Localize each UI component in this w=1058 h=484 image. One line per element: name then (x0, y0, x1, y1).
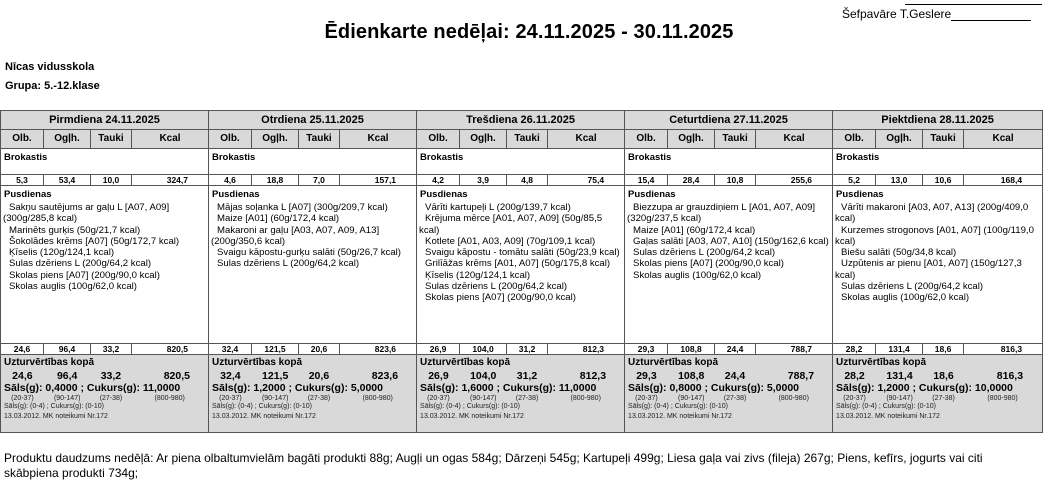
dish-item: Kurzemes strogonovs [A01, A07] (100g/119,0 kcal) (835, 224, 1034, 247)
lunch-cell (833, 186, 1043, 344)
nutrition-summary-cell (625, 355, 833, 433)
breakfast-value: 4,2 (417, 175, 460, 186)
lunch-value: 96,4 (44, 344, 91, 355)
summary-value: 823,6 (371, 370, 399, 382)
nutrient-column-header: Tauki (299, 130, 340, 149)
lunch-value: 812,3 (548, 344, 625, 355)
salt-sugar-total: Sāls(g): 1,6000 ; Cukurs(g): 11,0000 (420, 382, 597, 394)
dish-item: Maize [A01] (60g/172,4 kcal) (217, 213, 340, 225)
regulation-reference: 13.03.2012. MK noteikumi Nr.172 (836, 413, 940, 420)
lunch-values-row (1, 344, 1043, 355)
regulation-reference: 13.03.2012. MK noteikumi Nr.172 (4, 413, 108, 420)
dish-item: Krējuma mērce [A01, A07, A09] (50g/85,5 kcal) (419, 213, 603, 236)
lunch-value: 104,0 (460, 344, 507, 355)
day-header: Otrdiena 25.11.2025 (209, 111, 417, 130)
salt-sugar-norm: Sāls(g): (0-4) ; Cukurs(g): (0-10) (212, 403, 312, 410)
summary-value: 24,6 (12, 370, 33, 382)
dish-item: Sakņu sautējums ar gaļu L [A07, A09] (300g/285,8 kcal) (3, 202, 170, 225)
breakfast-row (1, 149, 1043, 175)
dish-item: Makaroni ar gaļu [A03, A07, A09, A13] (200g/350,6 kcal) (211, 224, 380, 247)
range-value: (27-38) (515, 395, 539, 402)
nutrient-column-header: Olb. (1, 130, 44, 149)
lunch-label: Pusdienas (628, 189, 676, 200)
dish-item: Gaļas salāti [A03, A07, A10] (150g/162,6 kcal) (633, 235, 829, 247)
range-value: (27-38) (307, 395, 331, 402)
lunch-value: 24,6 (1, 344, 44, 355)
dish-list (1, 200, 208, 292)
lunch-cell (209, 186, 417, 344)
chef-signature (842, 7, 1031, 21)
lunch-value: 820,5 (132, 344, 209, 355)
breakfast-label: Brokastis (628, 152, 672, 163)
summary-title: Uzturvērtības kopā (212, 357, 303, 368)
salt-sugar-total: Sāls(g): 0,8000 ; Cukurs(g): 5,0000 (628, 382, 800, 394)
breakfast-value: 255,6 (756, 175, 833, 186)
range-value: (90-147) (470, 395, 497, 402)
summary-values (417, 368, 624, 382)
range-value: (800-980) (570, 395, 601, 402)
breakfast-value: 4,8 (507, 175, 548, 186)
summary-value: 20,6 (308, 370, 330, 382)
breakfast-label: Brokastis (836, 152, 880, 163)
nutrition-summary-cell (417, 355, 625, 433)
dish-list (625, 200, 832, 281)
nutrient-column-header: Ogļh. (460, 130, 507, 149)
breakfast-label: Brokastis (4, 152, 48, 163)
nutrient-column-header: Olb. (625, 130, 668, 149)
summary-value: 32,4 (220, 370, 241, 382)
breakfast-value: 18,8 (252, 175, 299, 186)
nutrient-column-header: Kcal (548, 130, 625, 149)
weekly-product-quantities: Produktu daudzums nedēļā: Ar piena olbaltumvielām bagāti produkti 88g; Augļi un ogas 584g; Dārzeņi 545g; Kartupeļi 499g; Liesa gaļa vai zivs (fileja) 267g; Piens, kefīrs, jogurts vai citi skābpiena produkti 734g; (4, 451, 983, 480)
summary-value: 788,7 (787, 370, 815, 382)
lunch-cell (625, 186, 833, 344)
breakfast-value: 75,4 (548, 175, 625, 186)
breakfast-value: 10,8 (715, 175, 756, 186)
breakfast-value: 168,4 (964, 175, 1043, 186)
summary-values (1, 368, 208, 382)
school-name: Nīcas vidusskola (5, 61, 95, 73)
summary-values (209, 368, 416, 382)
dish-list (417, 200, 624, 304)
range-value: (27-38) (723, 395, 747, 402)
nutrient-column-header: Ogļh. (252, 130, 299, 149)
breakfast-value: 10,0 (91, 175, 132, 186)
summary-value: 108,8 (678, 370, 705, 382)
summary-title: Uzturvērtības kopā (836, 357, 927, 368)
range-value: (20-37) (11, 395, 34, 402)
nutrient-column-header: Tauki (715, 130, 756, 149)
breakfast-label: Brokastis (420, 152, 464, 163)
summary-value: 96,4 (56, 370, 78, 382)
breakfast-cell (209, 149, 417, 175)
nutrient-column-header: Tauki (507, 130, 548, 149)
dish-item: Skolas piens [A07] (200g/90,0 kcal) (425, 292, 576, 304)
breakfast-cell (833, 149, 1043, 175)
breakfast-value: 10,6 (923, 175, 964, 186)
nutrient-column-header: Olb. (209, 130, 252, 149)
lunch-label: Pusdienas (212, 189, 260, 200)
lunch-value: 18,6 (923, 344, 964, 355)
dish-item: Sulas dzēriens L (200g/64,2 kcal) (425, 281, 568, 293)
salt-sugar-norm: Sāls(g): (0-4) ; Cukurs(g): (0-10) (628, 403, 729, 410)
dish-item: Skolas auglis (100g/62,0 kcal) (633, 269, 762, 281)
dish-item: Svaigu kāpostu-gurķu salāti (50g/26,7 kcal) (217, 247, 401, 259)
summary-value: 816,3 (996, 370, 1024, 382)
regulation-reference: 13.03.2012. MK noteikumi Nr.172 (420, 413, 524, 420)
lunch-value: 788,7 (756, 344, 833, 355)
range-value: (90-147) (886, 395, 913, 402)
dish-item: Skolas piens [A07] (200g/90,0 kcal) (633, 258, 784, 270)
dish-item: Uzpūtenis ar pienu [A01, A07] (150g/127,3 kcal) (835, 258, 1022, 281)
dish-item: Marinēts gurķis (50g/21,7 kcal) (9, 224, 141, 236)
day-header: Piektdiena 28.11.2025 (833, 111, 1043, 130)
recommended-ranges (209, 394, 416, 402)
dish-item: Vārīti makaroni [A03, A07, A13] (200g/409,0 kcal) (835, 202, 1029, 225)
breakfast-label: Brokastis (212, 152, 256, 163)
lunch-value: 26,9 (417, 344, 460, 355)
nutrient-column-header: Ogļh. (876, 130, 923, 149)
range-value: (20-37) (219, 395, 242, 402)
range-value: (20-37) (427, 395, 450, 402)
dish-list (833, 200, 1042, 304)
summary-values (833, 368, 1042, 382)
breakfast-values-row (1, 175, 1043, 186)
breakfast-value: 324,7 (132, 175, 209, 186)
lunch-label: Pusdienas (836, 189, 884, 200)
range-value: (27-38) (99, 395, 123, 402)
summary-title: Uzturvērtības kopā (4, 357, 95, 368)
breakfast-value: 157,1 (340, 175, 417, 186)
day-header-row (1, 111, 1043, 130)
day-header: Pirmdiena 24.11.2025 (1, 111, 209, 130)
breakfast-value: 7,0 (299, 175, 340, 186)
signature-line-top (905, 0, 1042, 5)
lunch-value: 29,3 (625, 344, 668, 355)
recommended-ranges (417, 394, 624, 402)
summary-values (625, 368, 832, 382)
summary-value: 29,3 (636, 370, 657, 382)
lunch-value: 108,8 (668, 344, 715, 355)
summary-value: 812,3 (579, 370, 607, 382)
range-value: (90-147) (53, 395, 81, 402)
lunch-value: 20,6 (299, 344, 340, 355)
summary-title: Uzturvērtības kopā (420, 357, 511, 368)
nutrient-column-header: Kcal (756, 130, 833, 149)
range-value: (90-147) (678, 395, 705, 402)
range-value: (800-980) (362, 395, 393, 402)
dish-item: Kotlete [A01, A03, A09] (70g/109,1 kcal) (425, 235, 596, 247)
range-value: (20-37) (843, 395, 866, 402)
day-header: Ceturtdiena 27.11.2025 (625, 111, 833, 130)
summary-value: 104,0 (470, 370, 497, 382)
dish-item: Ķīselis (120g/124,1 kcal) (9, 247, 115, 259)
summary-value: 18,6 (933, 370, 954, 382)
regulation-reference: 13.03.2012. MK noteikumi Nr.172 (212, 413, 316, 420)
range-value: (27-38) (932, 395, 955, 402)
weekly-menu-table (0, 110, 1043, 433)
breakfast-value: 15,4 (625, 175, 668, 186)
lunch-label: Pusdienas (4, 189, 52, 200)
nutrient-column-header: Ogļh. (668, 130, 715, 149)
lunch-value: 31,2 (507, 344, 548, 355)
lunch-value: 816,3 (964, 344, 1043, 355)
dish-item: Mājas soļanka L [A07] (300g/209,7 kcal) (217, 202, 388, 213)
lunch-label: Pusdienas (420, 189, 468, 200)
nutrition-summary-cell (1, 355, 209, 433)
summary-value: 31,2 (516, 370, 538, 382)
lunch-value: 121,5 (252, 344, 299, 355)
dish-item: Sulas dzēriens L (200g/64,2 kcal) (9, 258, 152, 270)
dish-item: Maize [A01] (60g/172,4 kcal) (633, 224, 756, 236)
regulation-reference: 13.03.2012. MK noteikumi Nr.172 (628, 413, 732, 420)
breakfast-value: 28,4 (668, 175, 715, 186)
nutrient-column-header: Olb. (417, 130, 460, 149)
summary-title: Uzturvērtības kopā (628, 357, 719, 368)
summary-value: 121,5 (262, 370, 289, 382)
lunch-value: 823,6 (340, 344, 417, 355)
nutrition-summary-cell (209, 355, 417, 433)
breakfast-cell (417, 149, 625, 175)
summary-value: 26,9 (428, 370, 449, 382)
range-value: (800-980) (778, 395, 809, 402)
breakfast-value: 5,3 (1, 175, 44, 186)
group-label: Grupa: 5.-12.klase (5, 80, 100, 92)
dish-item: Sulas dzēriens L (200g/64,2 kcal) (217, 258, 360, 270)
range-value: (20-37) (635, 395, 658, 402)
nutrient-column-header: Tauki (91, 130, 132, 149)
day-header: Trešdiena 26.11.2025 (417, 111, 625, 130)
salt-sugar-total: Sāls(g): 0,4000 ; Cukurs(g): 11,0000 (4, 382, 181, 394)
dish-item: Biešu salāti (50g/34,8 kcal) (841, 247, 957, 259)
range-value: (800-980) (987, 395, 1018, 402)
lunch-cell (1, 186, 209, 344)
salt-sugar-norm: Sāls(g): (0-4) ; Cukurs(g): (0-10) (836, 403, 937, 410)
dish-item: Šokolādes krēms [A07] (50g/172,7 kcal) (9, 235, 180, 247)
range-value: (800-980) (154, 395, 185, 402)
nutrient-column-header: Kcal (340, 130, 417, 149)
dish-item: Grilīāžas krēms [A01, A07] (50g/175,8 kcal) (425, 258, 611, 270)
summary-value: 131,4 (886, 370, 913, 382)
breakfast-value: 4,6 (209, 175, 252, 186)
dish-item: Biezzupa ar grauzdiņiem L [A01, A07, A09] (320g/237,5 kcal) (627, 202, 816, 225)
summary-value: 820,5 (163, 370, 190, 382)
recommended-ranges (625, 394, 832, 402)
recommended-ranges (833, 394, 1042, 402)
salt-sugar-norm: Sāls(g): (0-4) ; Cukurs(g): (0-10) (4, 403, 104, 410)
signature-line (951, 8, 1031, 21)
recommended-ranges (1, 394, 208, 402)
dish-item: Skolas auglis (100g/62,0 kcal) (841, 292, 970, 304)
summary-value: 24,4 (724, 370, 746, 382)
dish-item: Skolas piens [A07] (200g/90,0 kcal) (9, 269, 160, 281)
nutrient-column-header: Kcal (132, 130, 209, 149)
nutrient-column-header: Ogļh. (44, 130, 91, 149)
lunch-row (1, 186, 1043, 344)
dish-list (209, 200, 416, 270)
lunch-value: 32,4 (209, 344, 252, 355)
breakfast-value: 13,0 (876, 175, 923, 186)
salt-sugar-total: Sāls(g): 1,2000 ; Cukurs(g): 10,0000 (836, 382, 1013, 394)
summary-row (1, 355, 1043, 433)
nutrient-column-header: Tauki (923, 130, 964, 149)
dish-item: Skolas auglis (100g/62,0 kcal) (9, 281, 137, 293)
salt-sugar-norm: Sāls(g): (0-4) ; Cukurs(g): (0-10) (420, 403, 521, 410)
breakfast-value: 5,2 (833, 175, 876, 186)
nutrition-summary-cell (833, 355, 1043, 433)
dish-item: Vārīti kartupeļi L (200g/139,7 kcal) (425, 202, 571, 213)
nutrient-header-row (1, 130, 1043, 149)
dish-item: Ķīselis (120g/124,1 kcal) (425, 269, 531, 281)
lunch-value: 24,4 (715, 344, 756, 355)
dish-item: Sulas dzēriens L (200g/64,2 kcal) (841, 281, 984, 293)
breakfast-value: 53,4 (44, 175, 91, 186)
lunch-value: 33,2 (91, 344, 132, 355)
breakfast-cell (1, 149, 209, 175)
summary-value: 28,2 (844, 370, 865, 382)
lunch-cell (417, 186, 625, 344)
chef-signature-label: Šefpavāre T.Geslere (842, 7, 952, 21)
salt-sugar-total: Sāls(g): 1,2000 ; Cukurs(g): 5,0000 (212, 382, 383, 394)
nutrient-column-header: Olb. (833, 130, 876, 149)
breakfast-value: 3,9 (460, 175, 507, 186)
dish-item: Svaigu kāpostu - tomātu salāti (50g/23,9 kcal) (425, 247, 620, 259)
breakfast-cell (625, 149, 833, 175)
nutrient-column-header: Kcal (964, 130, 1043, 149)
summary-value: 33,2 (100, 370, 122, 382)
lunch-value: 131,4 (876, 344, 923, 355)
dish-item: Sulas dzēriens L (200g/64,2 kcal) (633, 247, 776, 259)
page-title: Ēdienkarte nedēļai: 24.11.2025 - 30.11.2025 (324, 21, 734, 43)
range-value: (90-147) (261, 395, 289, 402)
lunch-value: 28,2 (833, 344, 876, 355)
